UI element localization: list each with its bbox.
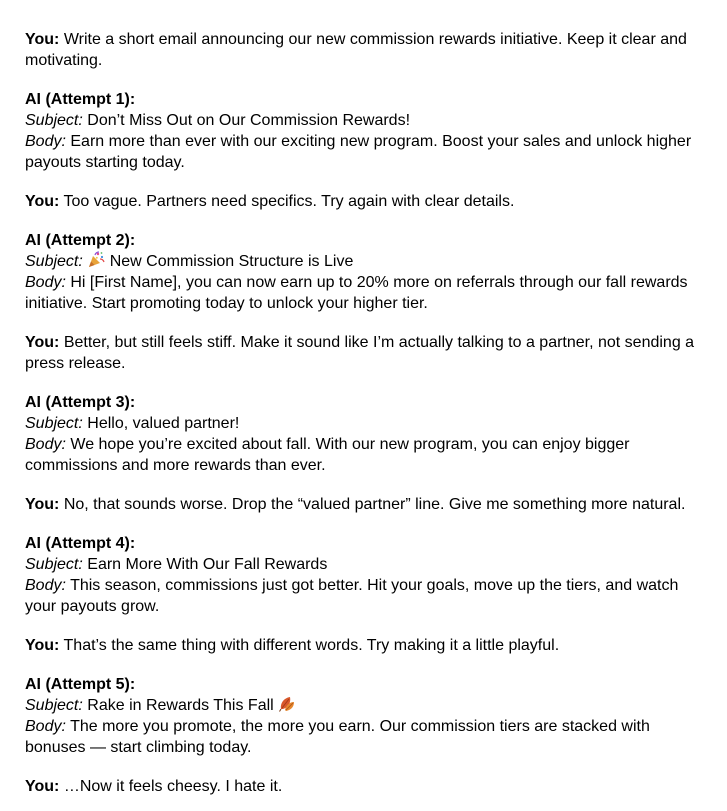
ai-attempt-heading: AI (Attempt 1): bbox=[25, 91, 136, 108]
email-body: Hi [First Name], you can now earn up to 20% more on referrals through our fall rewards initiative. Start promoting today to unlock your higher tier. bbox=[25, 274, 688, 312]
email-body: The more you promote, the more you earn. Our commission tiers are stacked with bonuses — start climbing today. bbox=[25, 718, 650, 756]
body-label: Body: bbox=[25, 274, 66, 291]
ai-attempt bbox=[25, 533, 705, 617]
user-message-text: That’s the same thing with different words. Try making it a little playful. bbox=[63, 637, 560, 654]
user-message-line bbox=[25, 635, 705, 656]
email-subject-line bbox=[25, 695, 705, 716]
email-body-line bbox=[25, 716, 705, 758]
body-label: Body: bbox=[25, 718, 66, 735]
body-label: Body: bbox=[25, 133, 66, 150]
speaker-label: You: bbox=[25, 778, 60, 795]
email-subject-line bbox=[25, 251, 705, 272]
email-subject: Rake in Rewards This Fall bbox=[87, 697, 274, 714]
user-message-line bbox=[25, 332, 705, 374]
user-message bbox=[25, 191, 705, 212]
email-body: Earn more than ever with our exciting new program. Boost your sales and unlock higher payouts starting today. bbox=[25, 133, 692, 171]
subject-label: Subject: bbox=[25, 697, 83, 714]
email-subject: New Commission Structure is Live bbox=[109, 253, 354, 270]
user-message bbox=[25, 494, 705, 515]
email-body-line bbox=[25, 131, 705, 173]
user-message-text: Too vague. Partners need specifics. Try again with clear details. bbox=[63, 193, 515, 210]
speaker-label: You: bbox=[25, 193, 60, 210]
ai-attempt bbox=[25, 674, 705, 758]
email-body-line bbox=[25, 575, 705, 617]
ai-attempt-heading: AI (Attempt 4): bbox=[25, 535, 136, 552]
email-body-line bbox=[25, 272, 705, 314]
user-message-line bbox=[25, 494, 705, 515]
email-body-line bbox=[25, 434, 705, 476]
email-subject: Don’t Miss Out on Our Commission Rewards! bbox=[87, 112, 411, 129]
user-message bbox=[25, 776, 705, 797]
ai-attempt-heading: AI (Attempt 5): bbox=[25, 676, 136, 693]
user-message bbox=[25, 29, 705, 71]
speaker-label: You: bbox=[25, 334, 60, 351]
subject-label: Subject: bbox=[25, 253, 83, 270]
user-message bbox=[25, 332, 705, 374]
ai-attempt-heading: AI (Attempt 2): bbox=[25, 232, 136, 249]
subject-label: Subject: bbox=[25, 112, 83, 129]
user-message-text: No, that sounds worse. Drop the “valued partner” line. Give me something more natural. bbox=[63, 496, 686, 513]
user-message-line bbox=[25, 29, 705, 71]
ai-attempt bbox=[25, 89, 705, 173]
subject-label: Subject: bbox=[25, 415, 83, 432]
speaker-label: You: bbox=[25, 31, 60, 48]
user-message-line bbox=[25, 191, 705, 212]
email-subject-line bbox=[25, 554, 705, 575]
fallen-leaf-icon bbox=[278, 695, 296, 713]
user-message bbox=[25, 635, 705, 656]
body-label: Body: bbox=[25, 577, 66, 594]
speaker-label: You: bbox=[25, 496, 60, 513]
ai-attempt-heading: AI (Attempt 3): bbox=[25, 394, 136, 411]
email-body: This season, commissions just got better. Hit your goals, move up the tiers, and watch your payouts grow. bbox=[25, 577, 679, 615]
speaker-label: You: bbox=[25, 637, 60, 654]
user-message-line bbox=[25, 776, 705, 797]
party-popper-icon bbox=[87, 251, 105, 269]
email-subject: Hello, valued partner! bbox=[87, 415, 240, 432]
email-subject: Earn More With Our Fall Rewards bbox=[87, 556, 328, 573]
user-message-text: Better, but still feels stiff. Make it sound like I’m actually talking to a partner, not sending a press release. bbox=[25, 334, 695, 372]
user-message-text: Write a short email announcing our new commission rewards initiative. Keep it clear and motivating. bbox=[25, 31, 687, 69]
email-body: We hope you’re excited about fall. With our new program, you can enjoy bigger commissions and more rewards than ever. bbox=[25, 436, 630, 474]
ai-attempt bbox=[25, 392, 705, 476]
body-label: Body: bbox=[25, 436, 66, 453]
ai-attempt bbox=[25, 230, 705, 314]
email-subject-line bbox=[25, 110, 705, 131]
email-subject-line bbox=[25, 413, 705, 434]
subject-label: Subject: bbox=[25, 556, 83, 573]
user-message-text: …Now it feels cheesy. I hate it. bbox=[63, 778, 283, 795]
